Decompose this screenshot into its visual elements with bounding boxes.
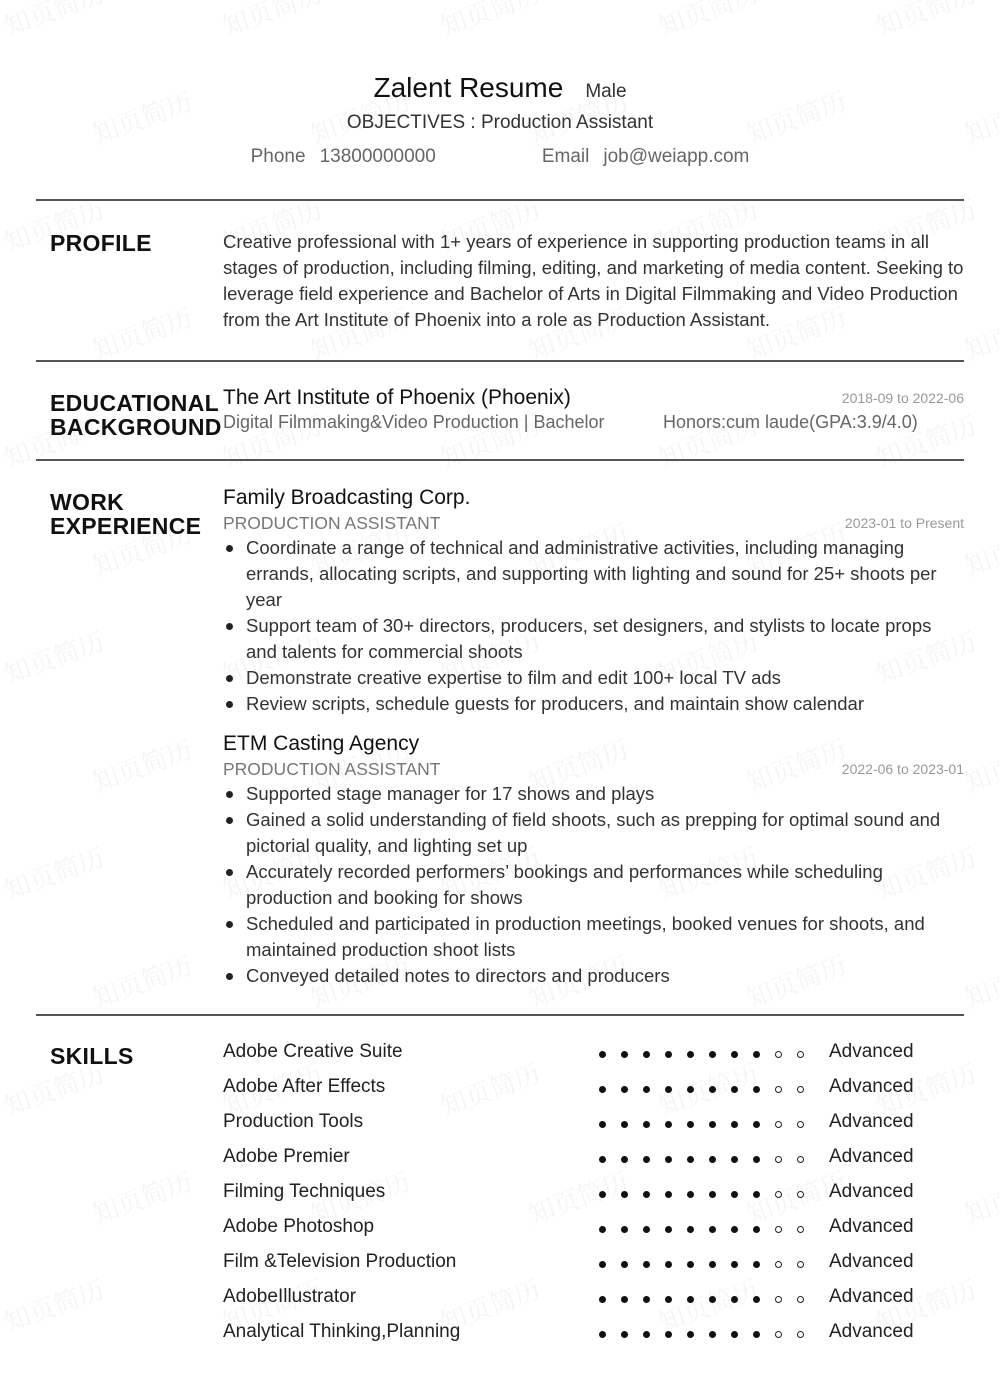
- filled-dot-icon: [753, 1121, 760, 1128]
- filled-dot-icon: [621, 1086, 628, 1093]
- education-details: [223, 412, 964, 433]
- contact-row: [0, 146, 1000, 168]
- filled-dot-icon: [753, 1331, 760, 1338]
- profile-title: PROFILE: [50, 230, 152, 256]
- filled-dot-icon: [665, 1296, 672, 1303]
- empty-dot-icon: [797, 1156, 804, 1163]
- skills-list: [223, 1037, 964, 1352]
- job-entry: [223, 485, 964, 717]
- filled-dot-icon: [753, 1296, 760, 1303]
- filled-dot-icon: [753, 1156, 760, 1163]
- phone-contact: [251, 146, 436, 168]
- filled-dot-icon: [731, 1086, 738, 1093]
- work-title-line2: EXPERIENCE: [50, 513, 202, 539]
- filled-dot-icon: [709, 1261, 716, 1268]
- skill-level: Advanced: [829, 1251, 914, 1272]
- skill-rating-dots: [599, 1051, 804, 1058]
- job-bullet: Support team of 30+ directors, producers, set designers, and stylists to locate props and talents for commercial shoots: [223, 613, 964, 665]
- email-value: job@weiapp.com: [603, 146, 750, 167]
- skill-level: Advanced: [829, 1321, 914, 1342]
- filled-dot-icon: [687, 1086, 694, 1093]
- filled-dot-icon: [665, 1051, 672, 1058]
- skill-row: [223, 1282, 964, 1317]
- job-entry: [223, 731, 964, 989]
- filled-dot-icon: [643, 1261, 650, 1268]
- filled-dot-icon: [665, 1156, 672, 1163]
- empty-dot-icon: [797, 1051, 804, 1058]
- skill-rating-dots: [599, 1331, 804, 1338]
- filled-dot-icon: [665, 1121, 672, 1128]
- job-bullet: Review scripts, schedule guests for producers, and maintain show calendar: [223, 691, 964, 717]
- skill-level: Advanced: [829, 1146, 914, 1167]
- filled-dot-icon: [643, 1086, 650, 1093]
- jobs-list: [223, 485, 964, 989]
- empty-dot-icon: [797, 1226, 804, 1233]
- skill-rating-dots: [599, 1156, 804, 1163]
- filled-dot-icon: [621, 1261, 628, 1268]
- skill-rating-dots: [599, 1086, 804, 1093]
- filled-dot-icon: [643, 1051, 650, 1058]
- job-bullet: Accurately recorded performers’ bookings and performances while scheduling production and booking for shows: [223, 859, 964, 911]
- skill-level: Advanced: [829, 1076, 914, 1097]
- candidate-name: Zalent Resume: [373, 72, 564, 103]
- filled-dot-icon: [599, 1156, 606, 1163]
- skills-title: SKILLS: [50, 1043, 134, 1069]
- filled-dot-icon: [665, 1331, 672, 1338]
- watermark-text: [871, 0, 981, 44]
- skill-row: [223, 1247, 964, 1282]
- empty-dot-icon: [775, 1086, 782, 1093]
- filled-dot-icon: [643, 1331, 650, 1338]
- filled-dot-icon: [709, 1121, 716, 1128]
- filled-dot-icon: [731, 1121, 738, 1128]
- filled-dot-icon: [709, 1296, 716, 1303]
- skill-rating-dots: [599, 1226, 804, 1233]
- skill-name: Production Tools: [223, 1111, 364, 1132]
- education-title: [50, 391, 222, 439]
- watermark-text: [653, 0, 763, 44]
- filled-dot-icon: [599, 1121, 606, 1128]
- divider: [36, 360, 964, 362]
- skill-rating-dots: [599, 1121, 804, 1128]
- job-bullets: [223, 781, 964, 989]
- job-bullets: [223, 535, 964, 717]
- filled-dot-icon: [687, 1121, 694, 1128]
- job-date: 2022-06 to 2023-01: [841, 761, 964, 777]
- filled-dot-icon: [709, 1086, 716, 1093]
- phone-value: 13800000000: [319, 146, 436, 167]
- empty-dot-icon: [775, 1296, 782, 1303]
- filled-dot-icon: [621, 1051, 628, 1058]
- filled-dot-icon: [731, 1296, 738, 1303]
- profile-section: [36, 229, 964, 339]
- email-contact: [542, 146, 750, 168]
- education-entry: [223, 386, 964, 433]
- filled-dot-icon: [709, 1226, 716, 1233]
- empty-dot-icon: [797, 1331, 804, 1338]
- empty-dot-icon: [797, 1261, 804, 1268]
- filled-dot-icon: [687, 1261, 694, 1268]
- filled-dot-icon: [731, 1331, 738, 1338]
- watermark-text: [959, 513, 1000, 583]
- filled-dot-icon: [687, 1191, 694, 1198]
- filled-dot-icon: [753, 1261, 760, 1268]
- filled-dot-icon: [709, 1331, 716, 1338]
- filled-dot-icon: [599, 1051, 606, 1058]
- job-title: PRODUCTION ASSISTANT: [223, 513, 441, 533]
- skill-name: Film &Television Production: [223, 1251, 457, 1272]
- work-title: [50, 490, 201, 538]
- filled-dot-icon: [731, 1051, 738, 1058]
- divider: [36, 199, 964, 201]
- empty-dot-icon: [775, 1331, 782, 1338]
- job-bullet: Supported stage manager for 17 shows and plays: [223, 781, 964, 807]
- empty-dot-icon: [775, 1261, 782, 1268]
- skill-row: [223, 1142, 964, 1177]
- education-major: Digital Filmmaking&Video Production | Bachelor: [223, 412, 605, 432]
- name-row: [0, 72, 1000, 104]
- filled-dot-icon: [621, 1121, 628, 1128]
- filled-dot-icon: [731, 1226, 738, 1233]
- filled-dot-icon: [665, 1191, 672, 1198]
- job-company: ETM Casting Agency: [223, 732, 420, 755]
- skill-level: Advanced: [829, 1216, 914, 1237]
- filled-dot-icon: [731, 1261, 738, 1268]
- skill-name: AdobeIllustrator: [223, 1286, 357, 1307]
- job-bullet: Conveyed detailed notes to directors and producers: [223, 963, 964, 989]
- skill-row: [223, 1317, 964, 1352]
- filled-dot-icon: [687, 1226, 694, 1233]
- filled-dot-icon: [753, 1051, 760, 1058]
- filled-dot-icon: [709, 1191, 716, 1198]
- skill-row: [223, 1212, 964, 1247]
- empty-dot-icon: [775, 1226, 782, 1233]
- skill-name: Adobe Photoshop: [223, 1216, 375, 1237]
- filled-dot-icon: [753, 1086, 760, 1093]
- divider: [36, 459, 964, 461]
- job-bullet: Coordinate a range of technical and administrative activities, including managing errands, allocating scripts, and supporting with lighting and sound for 25+ shoots per year: [223, 535, 964, 613]
- skill-level: Advanced: [829, 1181, 914, 1202]
- skill-row: [223, 1072, 964, 1107]
- skill-level: Advanced: [829, 1286, 914, 1307]
- watermark-text: [435, 0, 545, 44]
- education-title-line1: EDUCATIONAL: [50, 390, 219, 416]
- filled-dot-icon: [643, 1121, 650, 1128]
- profile-text: Creative professional with 1+ years of experience in supporting production teams in all stages of production, including filming, editing, and marketing of media content. Seeking to leverage field experience and Bachelor of Arts in Digital Filmmaking and Video Production from the Art Institute of Phoenix into a role as Production Assistant.: [223, 231, 964, 330]
- filled-dot-icon: [599, 1296, 606, 1303]
- work-section: [36, 485, 964, 995]
- skill-name: Adobe Premier: [223, 1146, 350, 1167]
- filled-dot-icon: [665, 1261, 672, 1268]
- watermark-text: [959, 945, 1000, 1015]
- filled-dot-icon: [621, 1226, 628, 1233]
- skill-name: Analytical Thinking,Planning: [223, 1321, 461, 1342]
- skill-rating-dots: [599, 1296, 804, 1303]
- education-title-line2: BACKGROUND: [50, 414, 222, 440]
- filled-dot-icon: [665, 1086, 672, 1093]
- education-honors: Honors:cum laude(GPA:3.9/4.0): [663, 412, 918, 432]
- filled-dot-icon: [753, 1226, 760, 1233]
- watermark-text: [959, 1161, 1000, 1231]
- filled-dot-icon: [687, 1156, 694, 1163]
- education-section: [36, 386, 964, 446]
- divider: [36, 1014, 964, 1016]
- empty-dot-icon: [775, 1191, 782, 1198]
- watermark-text: [959, 729, 1000, 799]
- resume-header: [0, 72, 1000, 168]
- empty-dot-icon: [797, 1296, 804, 1303]
- skills-section: [36, 1037, 964, 1377]
- education-date: 2018-09 to 2022-06: [841, 390, 964, 406]
- work-title-line1: WORK: [50, 489, 125, 515]
- filled-dot-icon: [621, 1296, 628, 1303]
- filled-dot-icon: [687, 1331, 694, 1338]
- skill-row: [223, 1037, 964, 1072]
- filled-dot-icon: [643, 1191, 650, 1198]
- job-company: Family Broadcasting Corp.: [223, 486, 471, 509]
- skill-row: [223, 1107, 964, 1142]
- filled-dot-icon: [599, 1086, 606, 1093]
- school-name: The Art Institute of Phoenix (Phoenix): [223, 386, 571, 409]
- watermark-text: [217, 0, 327, 44]
- filled-dot-icon: [687, 1051, 694, 1058]
- job-bullet: Demonstrate creative expertise to film and edit 100+ local TV ads: [223, 665, 964, 691]
- job-bullet: Scheduled and participated in production meetings, booked venues for shoots, and maintained production shoot lists: [223, 911, 964, 963]
- filled-dot-icon: [621, 1156, 628, 1163]
- job-bullet: Gained a solid understanding of field shoots, such as prepping for optimal sound and pictorial quality, and lighting set up: [223, 807, 964, 859]
- watermark-text: [959, 297, 1000, 367]
- empty-dot-icon: [775, 1121, 782, 1128]
- skill-rating-dots: [599, 1261, 804, 1268]
- empty-dot-icon: [797, 1191, 804, 1198]
- empty-dot-icon: [797, 1121, 804, 1128]
- skill-level: Advanced: [829, 1041, 914, 1062]
- filled-dot-icon: [599, 1331, 606, 1338]
- phone-label: Phone: [250, 146, 306, 167]
- candidate-gender: Male: [585, 81, 627, 102]
- objective-line: OBJECTIVES : Production Assistant: [346, 112, 654, 133]
- filled-dot-icon: [621, 1331, 628, 1338]
- filled-dot-icon: [731, 1156, 738, 1163]
- filled-dot-icon: [621, 1191, 628, 1198]
- filled-dot-icon: [665, 1226, 672, 1233]
- skill-name: Adobe Creative Suite: [223, 1041, 403, 1062]
- skill-name: Filming Techniques: [223, 1181, 386, 1202]
- skill-name: Adobe After Effects: [223, 1076, 386, 1097]
- filled-dot-icon: [687, 1296, 694, 1303]
- email-label: Email: [541, 146, 590, 167]
- empty-dot-icon: [797, 1086, 804, 1093]
- empty-dot-icon: [775, 1156, 782, 1163]
- filled-dot-icon: [599, 1261, 606, 1268]
- filled-dot-icon: [709, 1156, 716, 1163]
- empty-dot-icon: [775, 1051, 782, 1058]
- filled-dot-icon: [731, 1191, 738, 1198]
- filled-dot-icon: [643, 1226, 650, 1233]
- skill-row: [223, 1177, 964, 1212]
- job-title: PRODUCTION ASSISTANT: [223, 759, 441, 779]
- filled-dot-icon: [709, 1051, 716, 1058]
- filled-dot-icon: [643, 1296, 650, 1303]
- watermark-text: [0, 0, 109, 44]
- skill-rating-dots: [599, 1191, 804, 1198]
- job-date: 2023-01 to Present: [844, 515, 964, 531]
- filled-dot-icon: [599, 1191, 606, 1198]
- filled-dot-icon: [643, 1156, 650, 1163]
- skill-level: Advanced: [829, 1111, 914, 1132]
- filled-dot-icon: [753, 1191, 760, 1198]
- filled-dot-icon: [599, 1226, 606, 1233]
